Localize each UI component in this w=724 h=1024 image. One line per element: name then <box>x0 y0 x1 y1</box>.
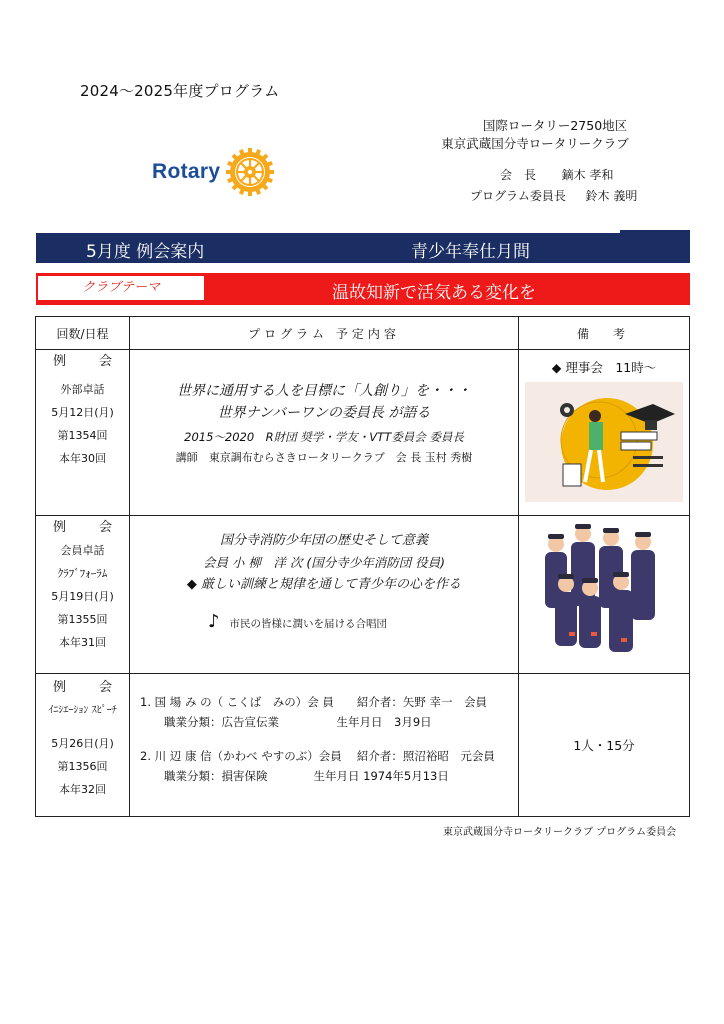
row1-remarks <box>519 350 690 516</box>
program-line-choir <box>130 596 518 634</box>
talk-subtype: ｸﾗﾌﾞﾌｫｰﾗﾑ <box>57 567 108 580</box>
table-row <box>36 350 690 516</box>
meeting-label: 例 会 <box>52 354 122 369</box>
president-name: 鏑木 孝和 <box>561 168 614 182</box>
meeting-date: 5月19日(月) <box>51 590 114 603</box>
choir-text: 市民の皆様に潤いを届ける合唱団 <box>229 618 387 630</box>
meeting-date: 5月12日(月) <box>51 406 114 419</box>
meeting-label: 例 会 <box>52 520 122 535</box>
row2-remarks <box>519 516 690 674</box>
row3-program <box>130 674 519 817</box>
header-program: プログラム 予定内容 <box>130 317 519 350</box>
fiscal-year-title: 2024〜2025年度プログラム <box>80 82 280 100</box>
meeting-date: 5月26日(月) <box>51 737 114 750</box>
program-line: 国分寺消防少年団の歴史そして意義 <box>219 533 428 548</box>
header-schedule: 回数/日程 <box>36 317 130 350</box>
row1-schedule <box>36 350 130 516</box>
program-line: 講師 東京調布むらさきロータリークラブ 会 長 玉村 秀樹 <box>175 451 473 464</box>
schedule-table <box>35 316 690 817</box>
year-count: 本年30回 <box>59 452 106 465</box>
program-line: 職業分類：広告宣伝業 生年月日 3月9日 <box>164 715 432 729</box>
row1-program <box>130 350 519 516</box>
table-row <box>36 516 690 674</box>
remark-text: 1人・15分 <box>573 738 635 753</box>
program-line: 1. 国 場 み の（ こくば みの）会 員 紹介者：矢野 幸一 会員 <box>140 695 488 709</box>
program-line: 会員 小 柳 洋 次 (国分寺少年消防団 役員) <box>202 555 446 570</box>
remark-text: ◆ 理事会 11時〜 <box>551 360 657 375</box>
talk-type: 外部卓話 <box>60 383 105 396</box>
club-info <box>420 117 650 153</box>
program-line: 2015〜2020 R財団 奨学・学友・VTT委員会 委員長 <box>184 430 464 444</box>
rotary-wordmark: Rotary <box>152 160 221 183</box>
music-note-icon: ♪ <box>208 611 220 632</box>
club-theme-bar <box>36 273 690 305</box>
program-chair-line <box>470 186 637 207</box>
officers <box>470 165 637 207</box>
rotary-logo <box>152 147 275 197</box>
president-line <box>470 165 637 186</box>
club-name: 東京武蔵国分寺ロータリークラブ <box>441 136 629 151</box>
district-name: 国際ロータリー2750地区 <box>482 118 628 133</box>
row2-program <box>130 516 519 674</box>
meeting-number: 第1356回 <box>57 760 108 773</box>
header-remarks: 備 考 <box>519 317 690 350</box>
meeting-number: 第1355回 <box>57 613 108 626</box>
footer-credit: 東京武蔵国分寺ロータリークラブ プログラム委員会 <box>443 827 677 838</box>
rotary-wheel-icon <box>225 147 275 197</box>
month-banner <box>36 233 690 263</box>
program-line: 職業分類：損害保険 生年月日 1974年5月13日 <box>164 769 449 783</box>
talk-type: 会員卓話 <box>60 544 105 557</box>
club-theme-label: クラブテーマ <box>37 275 205 301</box>
meeting-label: 例 会 <box>52 680 122 695</box>
program-chair-name: 鈴木 義明 <box>585 189 638 203</box>
program-line: 世界に通用する人を目標に「人創り」を・・・ <box>177 383 471 399</box>
club-theme-text: 温故知新で活気ある変化を <box>332 283 536 303</box>
table-row <box>36 674 690 817</box>
program-chair-role: プログラム委員長 <box>470 189 566 203</box>
fire-cadets-illustration <box>539 520 669 670</box>
row3-remarks <box>519 674 690 817</box>
year-count: 本年32回 <box>59 783 106 796</box>
row2-schedule <box>36 516 130 674</box>
service-month-title: 青少年奉仕月間 <box>411 242 530 262</box>
president-role: 会 長 <box>500 168 537 182</box>
graduation-travel-illustration <box>525 382 683 502</box>
row3-schedule <box>36 674 130 817</box>
program-line: 2. 川 辺 康 信（かわべ やすのぶ）会員 紹介者：照沼裕昭 元会員 <box>140 749 495 763</box>
talk-type: ｲﾆｼｴｰｼｮﾝ ｽﾋﾟｰﾁ <box>48 705 117 716</box>
program-line: ◆ 厳しい訓練と規律を通して青少年の心を作る <box>186 577 462 592</box>
month-title: 5月度 例会案内 <box>86 242 205 262</box>
meeting-number: 第1354回 <box>57 429 108 442</box>
table-header-row <box>36 317 690 350</box>
year-count: 本年31回 <box>59 636 106 649</box>
program-line: 世界ナンバーワンの委員長 が語る <box>217 405 431 421</box>
